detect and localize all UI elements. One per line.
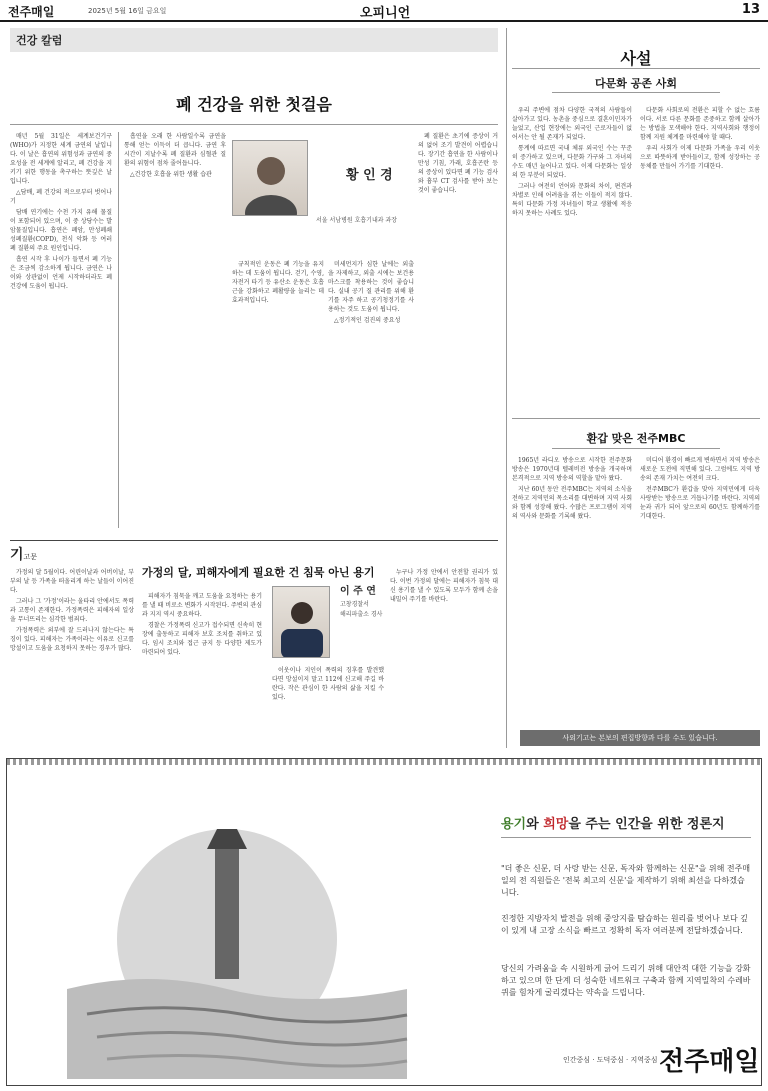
column-text-5	[418, 132, 498, 532]
contribution-text-4	[390, 568, 498, 752]
ad-tagline: 인간중심 · 도덕중심 · 지역중심	[563, 1056, 658, 1064]
person-icon	[233, 141, 308, 216]
paragraph: △정기적인 검진의 중요성	[334, 317, 401, 324]
paragraph: △건강한 호흡을 위한 생활 습관	[130, 171, 212, 178]
paragraph: 통계에 따르면 국내 체류 외국인 수는 꾸준히 증가하고 있으며, 다문화 가구와 그 자녀의 수도 매년 늘어나고 있다. 이제 다문화는 일상의 한 부분이 되었다.	[512, 145, 632, 179]
issue-date: 2025년 5월 16일 금요일	[88, 7, 167, 15]
ad-paragraph-3: 당신의 가려움을 속 시원하게 긁어 드리기 위해 대안적 대한 기능을 강화하고 있으며 한 단계 더 성숙한 네트워크 구축과 함께 지역밀착의 수레바퀴를 힘차게 굴리겠다는 약속을 드립니다.	[501, 964, 751, 997]
divider	[10, 124, 498, 125]
page-header	[0, 0, 768, 22]
paragraph: 이웃이나 지인이 폭력의 징후를 발견했다면 망설이지 말고 112에 신고해 주길 바란다. 작은 관심이 한 사람의 삶을 지킬 수 있다.	[272, 667, 384, 701]
paragraph: 흡연 시작 후 나이가 들면서 폐 기능은 조금씩 감소하게 됩니다. 금연은 나이와 상관없이 언제 시작하더라도 폐 건강에 도움이 됩니다.	[10, 256, 112, 290]
slogan-joiner: 와	[526, 817, 544, 832]
paragraph: 규칙적인 운동은 폐 기능을 유지하는 데 도움이 됩니다. 걷기, 수영, 자전거 타기 등 유산소 운동은 호흡근을 강화하고 폐활량을 늘리는 데 효과적입니다.	[232, 261, 324, 304]
divider	[552, 92, 720, 93]
paper-name: 전주매일	[8, 5, 55, 19]
editorials	[512, 28, 760, 752]
editorial-1-text-b	[640, 106, 760, 426]
contributor-name: 이 주 연	[340, 586, 376, 597]
column-author-title: 서울 서남병원 호흡기내과 과장	[316, 217, 398, 224]
ad-paragraph-1: "더 좋은 신문, 더 사랑 받는 신문, 독자와 함께하는 신문"을 위해 전주매일의 전 직원들은 '전북 최고의 신문'을 제작하기 위해 최선을 다하겠습니다.	[501, 864, 751, 897]
contributor-title-1: 고창경찰서	[340, 601, 369, 608]
paragraph: 지난 60년 동안 전주MBC는 지역의 소식을 전하고 지역민의 목소리를 대변하며 지역 사회와 함께 성장해 왔다. 수많은 프로그램이 지역의 역사와 문화를 기록해 왔다.	[512, 486, 632, 520]
contribution-text-1	[10, 568, 134, 752]
paragraph: 담배 연기에는 수천 가지 유해 물질이 포함되어 있으며, 이 중 상당수는 발암물질입니다. 흡연은 폐암, 만성폐쇄성폐질환(COPD), 천식 악화 등 여러 폐 질환의 주요 원인입니다.	[10, 209, 112, 252]
disclaimer-bar: 사외기고는 본보의 편집방향과 다를 수도 있습니다.	[520, 730, 760, 746]
paragraph: 가정폭력은 외부에 잘 드러나지 않는다는 특징이 있다. 피해자는 가족이라는 이유로 신고를 망설이고 도움을 요청하지 못하는 경우가 많다.	[10, 627, 134, 652]
column-author-name: 황 인 경	[346, 168, 393, 183]
section-title: 오피니언	[360, 6, 411, 21]
paragraph: △담배, 폐 건강의 적으로부터 벗어나기	[10, 189, 112, 205]
paragraph: 그러나 그 '가정'이라는 울타리 안에서도 폭력과 고통이 존재한다. 가정폭력은 피해자의 일상을 무너뜨리는 심각한 범죄다.	[10, 598, 134, 623]
editorial-1-text-a	[512, 106, 632, 426]
paragraph: 우리 주변에 점차 다양한 국적의 사람들이 살아가고 있다. 농촌을 중심으로 결혼이민자가 늘었고, 산업 현장에는 외국인 근로자들이 없어서는 안 될 존재가 되었다.	[512, 107, 632, 141]
slogan-rest: 을 주는 인간을 위한 정론지	[568, 817, 725, 832]
paragraph: 1965년 라디오 방송으로 시작한 전주문화방송은 1970년대 텔레비전 방송을 개국하며 본격적으로 지역 방송의 역할을 맡아 왔다.	[512, 457, 632, 482]
ad-slogan	[501, 813, 725, 832]
paragraph: 우리 사회가 이제 다문화 가족을 우리 이웃으로 따뜻하게 받아들이고, 함께 성장하는 공동체를 만들어 가기를 기대한다.	[640, 145, 760, 170]
column-divider	[118, 132, 119, 528]
paragraph: 미세먼지가 심한 날에는 외출을 자제하고, 외출 시에는 보건용 마스크를 착용하는 것이 좋습니다. 실내 공기 질 관리를 위해 환기를 자주 하고 공기청정기를 사용하는 것도 도움이 됩니다.	[328, 261, 414, 313]
contribution-label	[10, 544, 80, 562]
editorial-label: 사설	[620, 49, 652, 68]
author-photo	[232, 140, 308, 216]
editorial-title-2: 환갑 맞은 전주MBC	[586, 432, 686, 445]
paragraph: 미디어 환경이 빠르게 변하면서 지역 방송은 새로운 도전에 직면해 있다. 그럼에도 지역 방송의 존재 가치는 여전히 크다.	[640, 457, 760, 482]
contribution-text-2	[142, 592, 262, 752]
editorial-title-1: 다문화 공존 사회	[594, 77, 678, 90]
editorial-divider	[506, 28, 507, 748]
column-text-2	[124, 132, 226, 532]
editorial-2-text-b	[640, 456, 760, 716]
column-headline: 폐 건강을 위한 첫걸음	[176, 95, 332, 114]
contribution-headline: 가정의 달, 피해자에게 필요한 건 침묵 아닌 용기	[142, 566, 375, 579]
contribution	[10, 544, 500, 754]
paragraph: 가정의 달 5월이다. 어린이날과 어버이날, 부부의 날 등 가족을 떠올리게 하는 날들이 이어진다.	[10, 569, 134, 594]
slogan-word-1: 용기	[501, 817, 527, 832]
paragraph: 피해자가 침묵을 깨고 도움을 요청하는 용기를 낼 때 비로소 변화가 시작된다. 주변의 관심과 지지 역시 중요하다.	[142, 593, 262, 618]
ad-border-pattern	[7, 759, 762, 765]
person-icon	[273, 587, 330, 658]
column-text-4	[328, 260, 414, 532]
contribution-text-3	[272, 666, 384, 752]
divider	[512, 418, 760, 419]
contributor-title-2: 해리파출소 경사	[340, 611, 383, 618]
ad-logo: 전주매일	[659, 1047, 760, 1077]
ad-paragraph-2: 진정한 지방자치 발전을 위해 중앙지를 탐습하는 원리를 벗어나 보다 깊이 있게 내 고장 소식을 빠르고 정확히 독자 여러분께 전달하겠습니다.	[501, 914, 748, 935]
paragraph: 그러나 여전히 언어와 문화의 차이, 편견과 차별로 인해 어려움을 겪는 이들이 적지 않다. 특히 다문화 가정 자녀들이 학교 생활에 적응하지 못하는 사례도 있다.	[512, 183, 632, 217]
health-column	[10, 28, 498, 536]
divider	[512, 68, 760, 69]
column-section-label: 건강 칼럼	[10, 28, 498, 52]
paragraph: 흡연을 오래 한 사람일수록 금연을 통해 얻는 이득이 더 큽니다. 금연 후 시간이 지날수록 폐 질환과 심혈관 질환의 위험이 점차 줄어듭니다.	[124, 133, 226, 167]
lighthouse-illustration	[27, 789, 447, 1079]
paragraph: 경찰은 가정폭력 신고가 접수되면 신속히 현장에 출동하고 피해자 보호 조치를 취하고 있다. 임시 조치와 접근 금지 등 다양한 제도가 마련되어 있다.	[142, 622, 262, 656]
ad-banner	[6, 758, 762, 1086]
paragraph: 누구나 가정 안에서 안전할 권리가 있다. 이번 가정의 달에는 피해자가 침묵 대신 용기를 낼 수 있도록 모두가 함께 손을 내밀어 주기를 바란다.	[390, 569, 498, 603]
column-text-1	[10, 132, 112, 532]
paragraph: 전주MBC가 환갑을 맞아 지역민에게 더욱 사랑받는 방송으로 거듭나기를 바란다. 지역의 눈과 귀가 되어 앞으로의 60년도 함께하기를 기대한다.	[640, 486, 760, 520]
contribution-label-sub: 고문	[23, 553, 38, 561]
paragraph: 다문화 사회로의 전환은 피할 수 없는 흐름이다. 서로 다른 문화를 존중하고 함께 살아가는 방법을 모색해야 한다. 지역사회와 행정이 함께 지원 체계를 마련해야 할 때다.	[640, 107, 760, 141]
editorial-2-text-a	[512, 456, 632, 716]
divider	[552, 448, 720, 449]
contributor-photo	[272, 586, 330, 658]
paragraph: 폐 질환은 초기에 증상이 거의 없어 조기 발견이 어렵습니다. 장기간 흡연을 한 사람이나 만성 기침, 가래, 호흡곤란 등의 증상이 있다면 폐 기능 검사와 흉부 CT 검사를 받아 보는 것이 좋습니다.	[418, 133, 498, 194]
divider	[501, 837, 751, 838]
divider	[10, 540, 498, 541]
page-number: 13	[741, 2, 760, 17]
contribution-label-main: 기	[10, 547, 24, 563]
slogan-word-2: 희망	[543, 817, 569, 832]
paragraph: 매년 5월 31일은 세계보건기구(WHO)가 지정한 세계 금연의 날입니다. 이 날은 흡연의 위험성과 금연의 중요성을 전 세계에 알리고, 폐 건강을 지키기 위한 행동을 촉구하는 뜻깊은 날입니다.	[10, 133, 112, 185]
column-text-3	[232, 260, 324, 532]
